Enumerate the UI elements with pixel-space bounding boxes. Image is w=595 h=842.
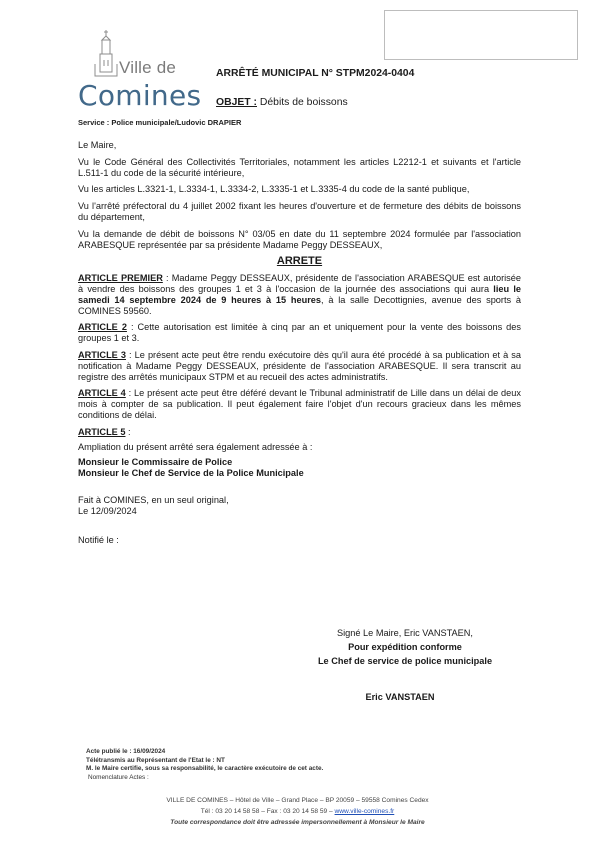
document-body [78,140,521,545]
objet-label: OBJET : [216,97,257,108]
article-1-text-c: , à la salle Decottignies, avenue des sports à COMINES 59560. [78,294,521,316]
footer-address: VILLE DE COMINES – Hôtel de Ville – Grand Place – BP 20059 – 59558 Comines Cedex [166,797,429,804]
article-5-label: ARTICLE 5 [78,426,126,437]
signatory-name: Eric VANSTAEN [365,692,435,702]
article-1-text-a: : Madame Peggy DESSEAUX, présidente de l'association ARABESQUE est autorisée à vendre des boissons des groupes 1 et 3 à l'occasion de la journée des associations qui aura [78,273,521,294]
certifie: M. le Maire certifie, sous sa responsabilité, le caractère exécutoire de cet acte. [86,765,324,773]
footer-contact [0,807,595,817]
vu-paragraph-2: Vu les articles L.3321-1, L.3334-1, L.3334-2, L.3335-1 et L.3335-4 du code de la santé publique, [78,184,470,195]
le-maire: Le Maire, [78,140,117,150]
article-2-text: : Cette autorisation est limitée à cinq par an et uniquement pour la vente des boissons des groupes 1 et 3. [78,322,521,344]
vu-paragraph-3: Vu l'arrêté préfectoral du 4 juillet 2002 fixant les heures d'ouverture et de fermeture des débits de boissons du département, [78,201,521,222]
vu-paragraph-1: Vu le Code Général des Collectivités Territoriales, notamment les articles L2212-1 et suivants et l'article L.511-1 du code de la sécurité intérieure, [78,156,521,178]
recipient-2: Monsieur le Chef de Service de la Police Municipale [78,468,304,479]
acte-publie: Acte publié le : 16/09/2024 [86,748,166,755]
article-4-label: ARTICLE 4 [78,388,126,399]
logo-ville-text: Ville de [119,58,177,77]
city-logo [72,28,202,112]
signature-line-2: Pour expédition conforme [348,642,462,652]
stamp-box [384,10,578,60]
fait-a: Fait à COMINES, en un seul original, [78,494,229,505]
article-5 [78,427,521,438]
footer-tel: Tél : 03 20 14 58 58 – Fax : 03 20 14 58 59 – [200,808,335,815]
nomenclature: Nomenclature Actes : [88,773,149,781]
article-4-text: : Le présent acte peut être déféré devant le Tribunal administratif de Lille dans un délai de deux mois à compter de sa publication. Il peut également faire l'objet d'un recours gracieux dans les mêmes conditions de délai. [78,388,521,420]
article-2-label: ARTICLE 2 [78,322,127,333]
logo-comines-text: Comines [78,79,202,112]
notifie-le: Notifié le : [78,534,119,545]
ampliation: Ampliation du présent arrêté sera également adressée à : [78,441,313,452]
footer-correspondance: Toute correspondance doit être adressée impersonnellement à Monsieur le Maire [170,819,425,826]
article-3-text: : Le présent acte peut être rendu exécutoire dès qu'il aura été procédé à sa publication et à sa notification à Madame Peggy DESSEAUX, présidente de l'association ARABESQUE. Il sera transcrit au registre des arrêtés municipaux STPM et au recueil des actes administratifs. [78,349,521,382]
arrete-heading: ARRETE [276,255,323,268]
article-2 [78,322,521,344]
website-link[interactable]: www.ville-comines.fr [334,808,395,815]
article-4 [78,388,521,420]
objet-text: Débits de boissons [257,97,348,108]
objet-line [216,97,348,108]
signature-line-3: Le Chef de service de police municipale [317,656,493,666]
decree-date: Le 12/09/2024 [78,505,137,516]
decree-title: ARRÊTÉ MUNICIPAL N° STPM2024-0404 [216,68,415,79]
footer-meta [86,748,323,782]
article-1 [78,273,521,316]
service-line: Service : Police municipale/Ludovic DRAPIER [78,118,242,127]
article-1-text-b: lieu le samedi 14 septembre 2024 de 9 heures à 15 heures [78,283,522,305]
recipient-1: Monsieur le Commissaire de Police [78,457,233,468]
article-1-label: ARTICLE PREMIER [78,273,163,284]
teletransmis: Télétransmis au Représentant de l'Etat le : NT [86,756,225,764]
article-5-text: : [125,426,131,437]
signature-line-1: Signé Le Maire, Eric VANSTAEN, [337,628,473,638]
article-3 [78,350,521,382]
article-3-label: ARTICLE 3 [78,349,126,360]
vu-paragraph-4: Vu la demande de débit de boissons N° 03/05 en date du 11 septembre 2024 formulée par l'association ARABESQUE représentée par sa présidente Madame Peggy DESSEAUX, [78,228,521,250]
